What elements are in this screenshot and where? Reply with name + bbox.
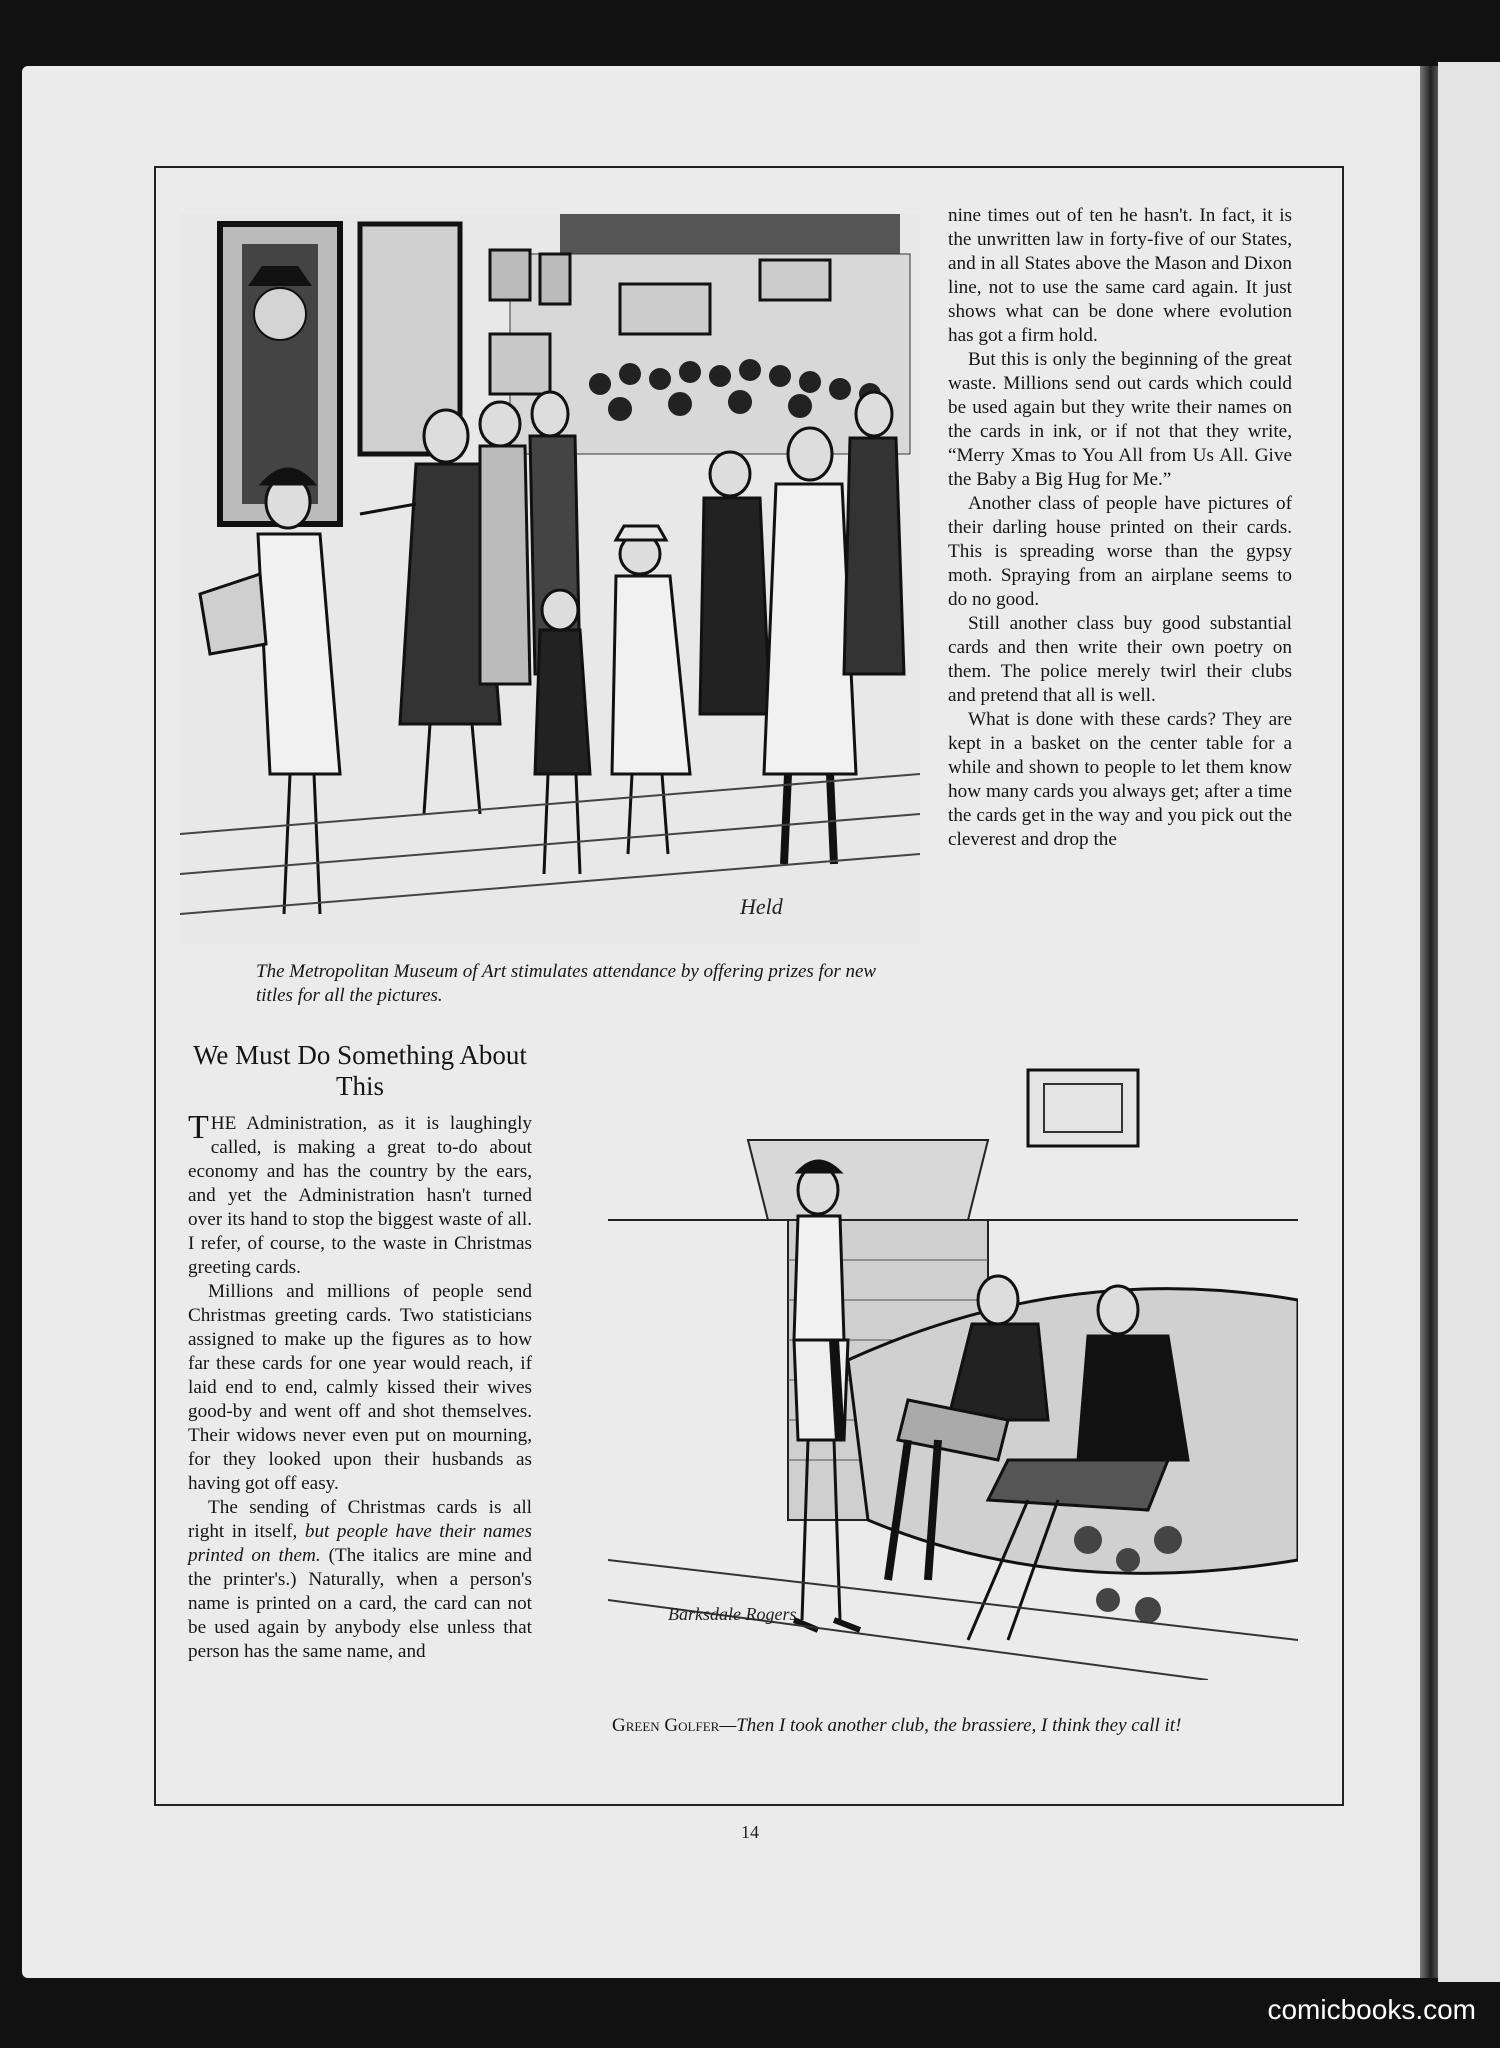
dropcap-continuation: HE [210,1113,237,1134]
paragraph-text: Administration, as it is laughingly called, is making a great to-do about economy and has the country by the ears, and yet the Administration hasn't turned over its hand to stop the biggest waste of all. I refer, of course, to the waste in Christmas greeting cards. [188,1113,532,1278]
right-paragraph: Another class of people have pictures of their darling house printed on their cards. This is spreading worse than the gypsy moth. Spraying from an airplane seems to do no good. [948,493,1292,610]
paragraph-text: (The italics are mine and the printer's.) Naturally, when a person's name is printed on a card, the card can not be used again by anybody else unless that person has the same name, and [188,1545,532,1662]
article-paragraph: Millions and millions of people send Christmas greeting cards. Two statisticians assigned to make up the figures as to how far these cards for one year would reach, if laid end to end, calmly kissed their wives good-by and went off and shot themselves. Their widows never even put on mourning, for they looked upon their husbands as having got off easy. [188,1281,532,1494]
page-number: 14 [741,1822,759,1842]
caption-speaker: Green Golfer [612,1715,720,1736]
facing-page-edge [1438,62,1500,1982]
golfer-illustration [608,1040,1298,1680]
article-title: We Must Do Something About This [193,1040,527,1101]
caption-text: Then I took another club, the brassiere, I think they call it! [736,1715,1182,1736]
paragraph-text: The sending of Christmas cards is all right in itself, [188,1497,532,1542]
caption-dash: — [719,1715,737,1736]
golfer-caption [612,1714,1272,1738]
museum-caption: The Metropolitan Museum of Art stimulates attendance by offering prizes for new titles for all the pictures. [256,961,877,1006]
right-paragraph: But this is only the beginning of the great waste. Millions send out cards which could be used again but they write their names on the cards in ink, or if not that they write, “Merry Xmas to You All from Us All. Give the Baby a Big Hug for Me.” [948,349,1292,490]
article-body [188,1109,533,1664]
drop-cap: T [188,1109,209,1146]
site-watermark: comicbooks.com [1267,1994,1476,2025]
right-paragraph: nine times out of ten he hasn't. In fact, it is the unwritten law in forty-five of our States, and in all States above the Mason and Dixon line, not to use the same card again. It just shows what can be done where evolution has got a firm hold. [948,205,1292,346]
right-column-text [948,204,1292,852]
museum-artist-signature: Held [740,894,783,919]
right-paragraph: Still another class buy good substantial cards and then write their own poetry on them. The police merely twirl their clubs and pretend that all is well. [948,613,1292,706]
right-paragraph: What is done with these cards? They are kept in a basket on the center table for a while and shown to people to let them know how many cards you always get; after a time the cards get in the way and you pick out the cleverest and drop the [948,709,1292,850]
museum-illustration [180,214,920,944]
book-spine [1420,66,1438,1978]
golfer-artist-signature: Barksdale Rogers [668,1604,797,1624]
article-paragraph [188,1496,532,1664]
article-paragraph [188,1109,532,1280]
italic-emphasis: but people have their names printed on them. [188,1521,533,1566]
